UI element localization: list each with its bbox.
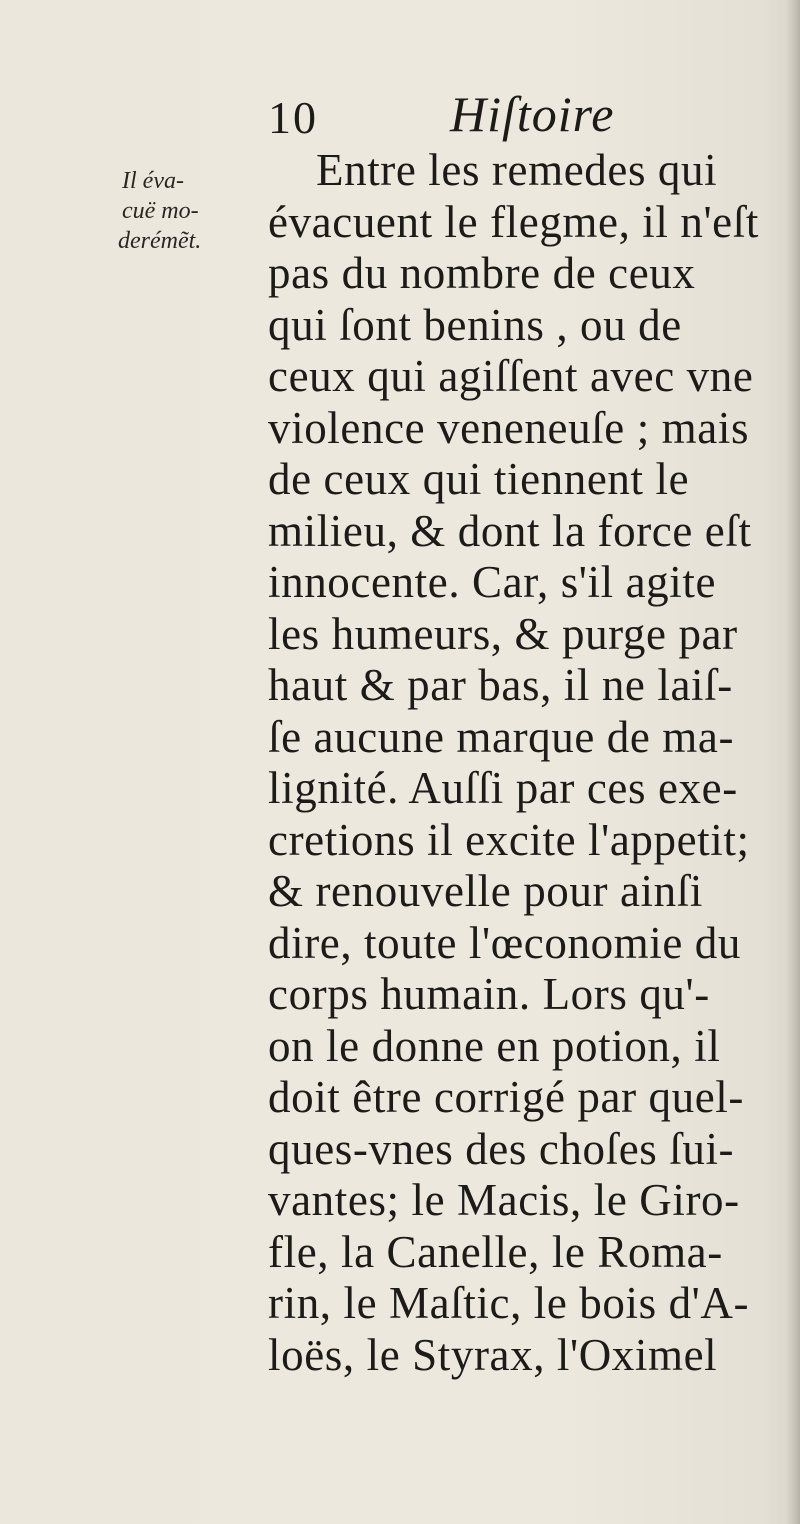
- text-line: les humeurs, & purge par: [268, 608, 738, 659]
- text-line: violence veneneuſe ; mais: [268, 402, 750, 453]
- text-line: loës, le Styrax, l'Oximel: [268, 1329, 718, 1380]
- marginal-note-line: derémẽt.: [118, 228, 202, 254]
- text-line: de ceux qui tiennent le: [268, 454, 690, 504]
- text-line: haut & par bas, il ne laiſ-: [268, 660, 733, 710]
- text-line: dire, toute l'œconomie du: [268, 917, 741, 968]
- marginal-note: [118, 166, 262, 256]
- text-line: vantes; le Macis, le Giro-: [268, 1175, 740, 1225]
- text-line: ceux qui agiſſent avec vne: [268, 351, 754, 401]
- text-line: cretions il excite l'appetit;: [268, 814, 750, 865]
- text-line: ques-vnes des choſes ſui-: [268, 1123, 735, 1174]
- text-line: corps humain. Lors qu'-: [268, 969, 710, 1019]
- text-line: rin, le Maſtic, le bois d'A-: [268, 1278, 750, 1328]
- text-line: on le donne en potion, il: [268, 1020, 721, 1071]
- text-line: Entre les remedes qui: [316, 145, 718, 195]
- marginal-note-line: Il éva-: [122, 168, 184, 194]
- text-line: pas du nombre de ceux: [268, 248, 696, 298]
- running-title: Hiſtoire: [450, 86, 615, 142]
- text-line: doit être corrigé par quel-: [268, 1072, 744, 1122]
- marginal-note-line: cuë mo-: [122, 198, 199, 224]
- text-line: innocente. Car, s'il agite: [268, 557, 717, 607]
- text-line: ſe aucune marque de ma-: [268, 711, 735, 762]
- page-number: 10: [268, 92, 318, 143]
- text-line: & renouvelle pour ainſi: [268, 866, 703, 916]
- text-line: qui ſont benins , ou de: [268, 299, 682, 350]
- text-line: évacuent le flegme, il n'eſt: [268, 196, 759, 247]
- text-line: fle, la Canelle, le Roma-: [268, 1226, 723, 1277]
- body-paragraph: [268, 145, 798, 1381]
- text-line: lignité. Auſſi par ces exe-: [268, 763, 738, 813]
- text-line: milieu, & dont la force eſt: [268, 505, 752, 556]
- page-header: [268, 88, 668, 148]
